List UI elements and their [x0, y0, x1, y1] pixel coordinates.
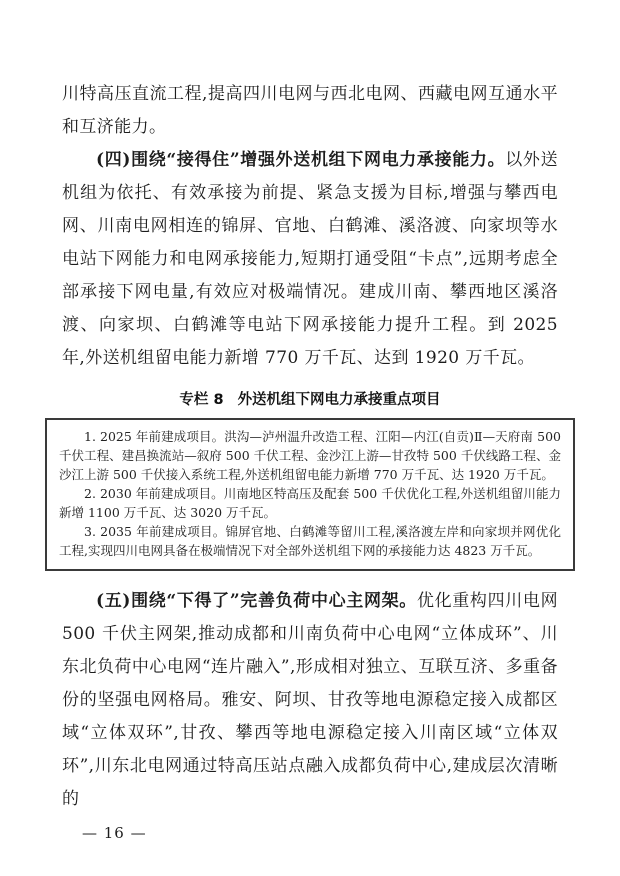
section-5-paragraph	[62, 585, 558, 816]
box-item-2030: 2. 2030 年前建成项目。川南地区特高压及配套 500 千伏优化工程,外送机组留川能力新增 1100 万千瓦、达 3020 万千瓦。	[59, 486, 561, 520]
paragraph-continuation: 川特高压直流工程,提高四川电网与西北电网、西藏电网互通水平和互济能力。	[62, 84, 558, 137]
section-5-body: 优化重构四川电网 500 千伏主网架,推动成都和川南负荷中心电网“立体成环”、川东北负荷中心电网“连片融入”,形成相对独立、互联互济、多重备份的坚强电网格局。雅安、阿坝、甘孜等地电源稳定接入成都区域“立体双环”,甘孜、攀西等地电源稳定接入川南区域“立体双环”,川东北电网通过特高压站点融入成都负荷中心,建成层次清晰的	[62, 591, 558, 809]
page-number: — 16 —	[82, 824, 147, 842]
box-number-label: 专栏 8	[179, 392, 224, 408]
section-4-body: 以外送机组为依托、有效承接为前提、紧急支援为目标,增强与攀西电网、川南电网相连的锦屏、官地、白鹤滩、溪洛渡、向家坝等水电站下网能力和电网承接能力,短期打通受阻“卡点”,远期考虑全部承接下网电量,有效应对极端情况。建成川南、攀西地区溪洛渡、向家坝、白鹤滩等电站下网承接能力提升工程。到 2025 年,外送机组留电能力新增 770 万千瓦、达到 1920 万千瓦。	[62, 150, 558, 368]
section-4-heading: (四)围绕“接得住”增强外送机组下网电力承接能力。	[96, 150, 506, 170]
section-4-paragraph	[62, 144, 558, 375]
box-title	[62, 388, 558, 409]
box-item-2035: 3. 2035 年前建成项目。锦屏官地、白鹤滩等留川工程,溪洛渡左岸和向家坝并网优化工程,实现四川电网具备在极端情况下对全部外送机组下网的承接能力达 4823 万千瓦。	[59, 524, 561, 558]
section-5-heading: (五)围绕“下得了”完善负荷中心主网架。	[96, 591, 417, 611]
key-projects-box	[45, 418, 575, 571]
box-heading: 外送机组下网电力承接重点项目	[237, 392, 441, 408]
box-item-2025: 1. 2025 年前建成项目。洪沟—泸州温升改造工程、江阳—内江(自贡)Ⅱ—天府南 500 千伏工程、建昌换流站—叙府 500 千伏工程、金沙江上游—甘孜特 500 千伏线路工程、金沙江上游 500 千伏接入系统工程,外送机组留电能力新增 770 万千瓦、达 1920 万千瓦。	[59, 429, 561, 482]
